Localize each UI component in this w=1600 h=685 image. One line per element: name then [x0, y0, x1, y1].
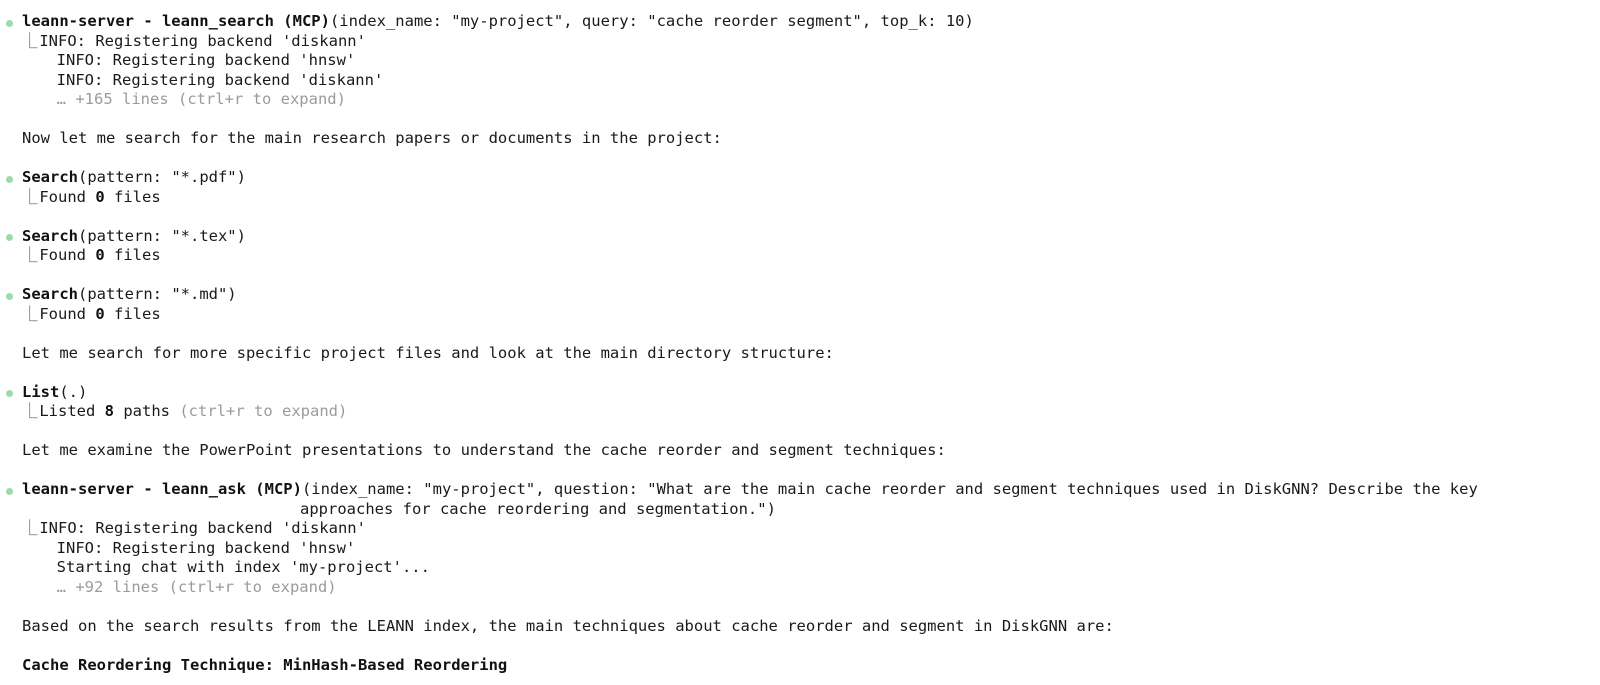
tool-name: leann-server - leann_ask (MCP)	[22, 480, 302, 498]
tool-call-block[interactable]	[0, 168, 1600, 207]
spacer	[0, 110, 1600, 130]
tool-result	[22, 246, 1600, 266]
expand-hint[interactable]: (ctrl+r to expand)	[179, 402, 348, 420]
tool-call-block[interactable]	[0, 480, 1600, 597]
tool-result-line: ⎿ Found 0 files	[22, 187, 161, 206]
tool-result	[22, 519, 1600, 597]
tree-elbow-icon: ⎿	[22, 246, 38, 264]
result-count: 0	[95, 187, 105, 206]
tool-result-line: INFO: Registering backend 'hnsw'	[56, 538, 356, 557]
tool-result-line: INFO: Registering backend 'diskann'	[56, 70, 384, 89]
assistant-message: Let me search for more specific project files and look at the main directory structure:	[22, 343, 834, 362]
tool-name: List	[22, 382, 60, 401]
status-bullet-icon	[6, 20, 13, 27]
tool-call-header	[22, 12, 1600, 32]
tool-call-header	[22, 383, 1600, 403]
tool-args: (pattern: "*.md")	[78, 285, 237, 303]
answer-heading: Cache Reordering Technique: MinHash-Based Reordering	[22, 655, 508, 674]
tool-result-line: ⎿ Found 0 files	[22, 246, 161, 264]
tool-args: (pattern: "*.pdf")	[78, 168, 246, 186]
tool-call-block[interactable]	[0, 285, 1600, 324]
tree-elbow-icon: ⎿	[22, 519, 38, 537]
tool-args: (index_name: "my-project", question: "What are the main cache reorder and segment techniques used in DiskGNN? Describe the key	[301, 480, 1478, 498]
tool-args-continued: approaches for cache reordering and segmentation.")	[300, 499, 776, 518]
assistant-message: Now let me search for the main research papers or documents in the project:	[22, 129, 722, 147]
tool-result	[22, 32, 1600, 110]
tool-result-line: ⎿ Listed 8 paths (ctrl+r to expand)	[22, 402, 348, 420]
tool-name: leann-server - leann_search (MCP)	[22, 12, 330, 30]
assistant-message: Based on the search results from the LEANN index, the main techniques about cache reorder and segment in DiskGNN are:	[22, 616, 1114, 635]
tree-elbow-icon: ⎿	[22, 304, 38, 323]
spacer	[0, 266, 1600, 286]
status-bullet-icon	[6, 293, 13, 300]
spacer	[0, 461, 1600, 481]
tool-result-line: ⎿ Found 0 files	[22, 304, 161, 323]
tool-result	[22, 305, 1600, 325]
result-count: 8	[104, 402, 115, 420]
expand-hint[interactable]: … +165 lines (ctrl+r to expand)	[56, 90, 346, 108]
tool-name: Search	[22, 226, 78, 245]
tool-result	[22, 188, 1600, 208]
spacer	[0, 422, 1600, 442]
tool-result-line: ⎿ INFO: Registering backend 'diskann'	[22, 31, 366, 50]
spacer	[0, 636, 1600, 656]
tool-call-block[interactable]	[0, 383, 1600, 422]
tool-name: Search	[22, 168, 78, 186]
tool-result	[22, 402, 1600, 422]
spacer	[0, 363, 1600, 383]
status-bullet-icon	[6, 234, 13, 241]
tool-args: (index_name: "my-project", query: "cache reorder segment", top_k: 10)	[329, 12, 974, 30]
assistant-message: Let me examine the PowerPoint presentations to understand the cache reorder and segment techniques:	[22, 441, 946, 459]
expand-hint[interactable]: … +92 lines (ctrl+r to expand)	[56, 577, 337, 596]
tool-call-header	[22, 285, 1600, 305]
tool-call-block[interactable]	[0, 12, 1600, 110]
spacer	[0, 324, 1600, 344]
tool-result-line: ⎿ INFO: Registering backend 'diskann'	[22, 519, 366, 537]
tool-result-line: INFO: Registering backend 'hnsw'	[56, 51, 356, 69]
tool-call-header	[22, 227, 1600, 247]
tool-args: (pattern: "*.tex")	[78, 226, 246, 245]
tree-elbow-icon: ⎿	[22, 31, 38, 50]
spacer	[0, 597, 1600, 617]
status-bullet-icon	[6, 390, 13, 397]
tool-call-header	[22, 480, 1600, 519]
result-count: 0	[95, 246, 105, 264]
tool-args: (.)	[59, 382, 88, 401]
status-bullet-icon	[6, 176, 13, 183]
tool-result-line: Starting chat with index 'my-project'...	[56, 558, 430, 576]
tree-elbow-icon: ⎿	[22, 187, 38, 206]
spacer	[0, 149, 1600, 169]
tool-call-block[interactable]	[0, 227, 1600, 266]
result-count: 0	[95, 304, 105, 323]
tree-elbow-icon: ⎿	[22, 402, 38, 420]
spacer	[0, 207, 1600, 227]
tool-name: Search	[22, 285, 78, 303]
status-bullet-icon	[6, 488, 13, 495]
tool-call-header	[22, 168, 1600, 188]
